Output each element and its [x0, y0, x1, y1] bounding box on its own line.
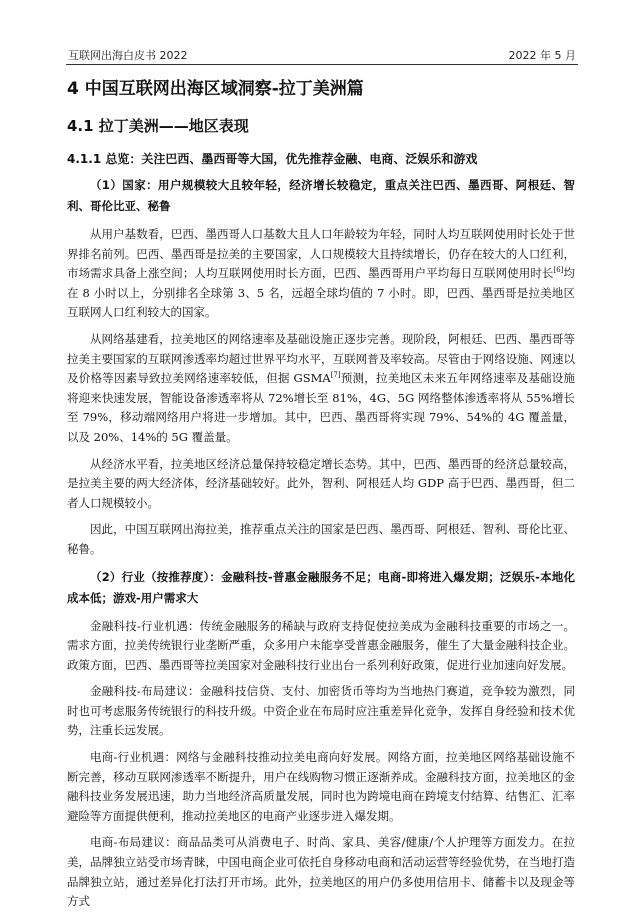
paragraph-fintech-advice: 金融科技-布局建议：金融科技信贷、支付、加密货币等均为当地热门赛道，竞争较为激烈，同时也可考虑服务传统银行的科技升级。中资企业在布局时应注重差异化竞争，发挥自身经验和技术优势，注重长远发展。	[67, 684, 575, 738]
header-date: 2022 年 5 月	[508, 49, 576, 62]
citation-6: [6]	[553, 266, 564, 275]
paragraph-fintech-opportunity: 金融科技-行业机遇：传统金融服务的稀缺与政府支持促使拉美成为金融科技重要的市场之一。需求方面，拉美传统银行业垄断严重，众多用户未能享受普惠金融服务，催生了大量金融科技企业。政策方面，巴西、墨西哥等拉美国家对金融科技行业出台一系列利好政策，促进行业加速向好发展。	[67, 618, 575, 672]
paragraph-ecommerce-opportunity: 电商-行业机遇：网络与金融科技推动拉美电商向好发展。网络方面，拉美地区网络基础设施不断完善，移动互联网渗透率不断提升，用户在线购物习惯正逐渐养成。金融科技方面，拉美地区的金融科技业务发展迅速，助力当地经济高质量发展，同时也为跨境电商在跨境支付结算、结售汇、汇率避险等方面提供便利，推动拉美地区的电商产业逐步进入爆发期。	[67, 750, 575, 823]
chapter-heading: 4 中国互联网出海区域洞察-拉丁美洲篇	[67, 79, 364, 99]
paragraph-user-base-text-b: 均在 8 小时以上，分别排名全球第 3、5 名，远超全球均值的 7 小时。即，巴西、墨西哥是拉美地区互联网人口红利较大的国家。	[67, 266, 576, 320]
paragraph-conclusion: 因此，中国互联网出海拉美，推荐重点关注的国家是巴西、墨西哥、阿根廷、智利、哥伦比亚、秘鲁。	[67, 522, 575, 556]
citation-7: [7]	[330, 371, 341, 380]
paragraph-network-text-b: 预测，拉美地区未来五年网络速率及基础设施将迎来快速发展，智能设备渗透率将从 72%增长至 81%，4G、5G 网络整体渗透率将从 55%增长至 79%，移动端网络用户将进一步增加。其中，巴西、墨西哥将实现 79%、54%的 4G 覆盖量，以及 20%、14%的 5G 覆盖量。	[67, 371, 575, 444]
page-content	[67, 78, 575, 919]
page-header	[0, 0, 640, 64]
subsection-heading: 4.1.1 总览：关注巴西、墨西哥等大国，优先推荐金融、电商、泛娱乐和游戏	[67, 152, 478, 166]
paragraph-user-base	[67, 225, 575, 323]
paragraph-network-text-a: 从网络基建看，拉美地区的网络速率及基础设施正逐步完善。现阶段，阿根廷、巴西、墨西哥等拉美主要国家的互联网渗透率均超过世界平均水平，互联网普及率较高。尽管由于网络设施、网速以及价格等因素导致拉美网络速率较低，但据 GSMA	[67, 331, 575, 386]
paragraph-economy: 从经济水平看，拉美地区经济总量保持较稳定增长态势。其中，巴西、墨西哥的经济总量较高，是拉美主要的两大经济体，经济基础较好。此外，智利、阿根廷人均 GDP 高于巴西、墨西哥，但二者人口规模较小。	[67, 456, 575, 510]
section-heading: 4.1 拉丁美洲——地区表现	[67, 117, 249, 135]
header-divider	[66, 64, 578, 65]
paragraph-ecommerce-advice: 电商-布局建议：商品品类可从消费电子、时尚、家具、美容/健康/个人护理等方面发力。在拉美，品牌独立站受市场青睐，中国电商企业可依托自身移动电商和活动运营等经验优势，在当地打造品牌独立站，通过差异化打法打开市场。此外，拉美地区的用户仍多使用信用卡、储蓄卡以及现金等方式	[67, 835, 575, 909]
country-subheading: （1）国家：用户规模较大且较年轻，经济增长较稳定，重点关注巴西、墨西哥、阿根廷、智利、哥伦比亚、秘鲁	[67, 178, 575, 213]
industry-subheading: （2）行业（按推荐度）：金融科技-普惠金融服务不足；电商-即将进入爆发期；泛娱乐-本地化成本低；游戏-用户需求大	[67, 569, 575, 605]
paragraph-network	[67, 330, 575, 448]
header-document-title: 互联网出海白皮书 2022	[68, 49, 188, 62]
paragraph-user-base-text-a: 从用户基数看，巴西、墨西哥人口基数大且人口年龄较为年轻，同时人均互联网使用时长处于世界排名前列。巴西、墨西哥是拉美的主要国家，人口规模较大且持续增长，仍存在较大的人口红利，市场需求具备上涨空间；人均互联网使用时长方面，巴西、墨西哥用户平均每日互联网使用时长	[67, 227, 575, 281]
